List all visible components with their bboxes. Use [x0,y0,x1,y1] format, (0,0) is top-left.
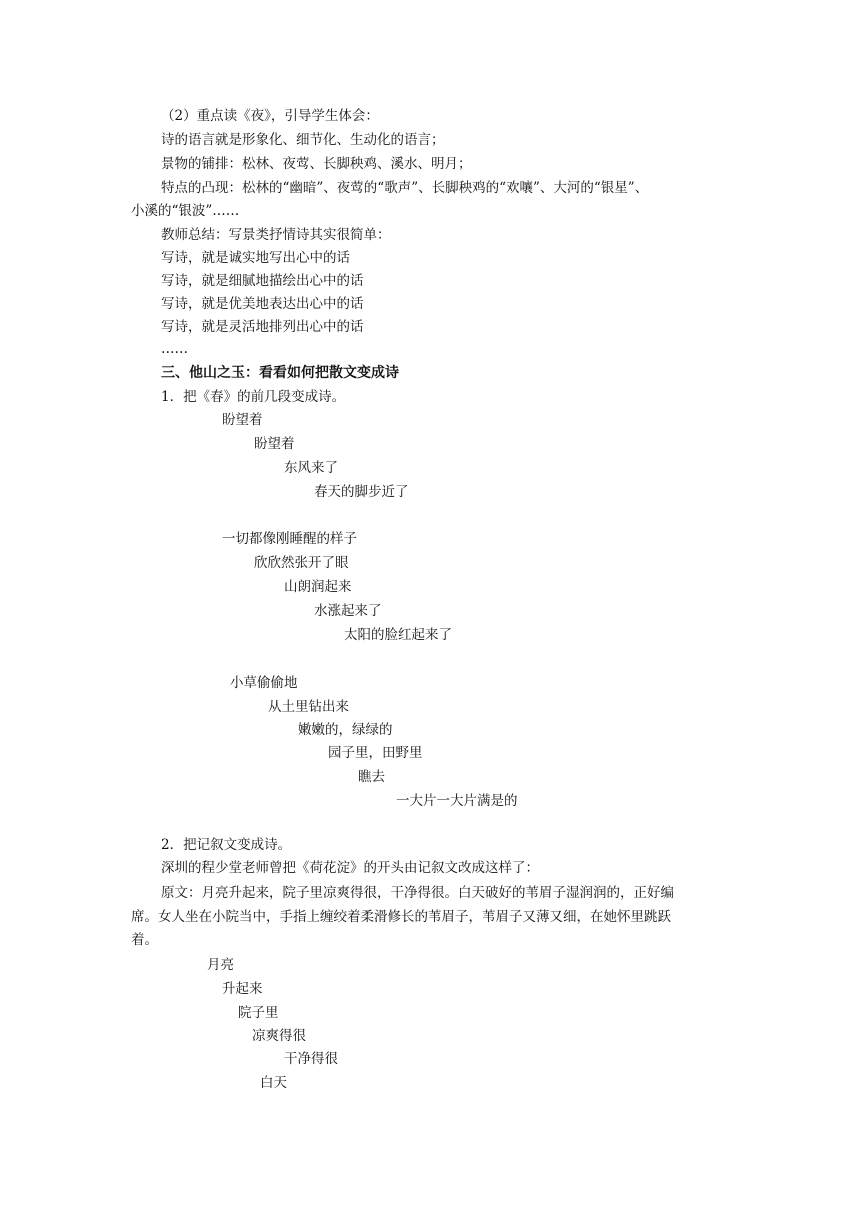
poem-line: 太阳的脸红起来了 [344,627,452,643]
teacher-summary: 教师总结：写景类抒情诗其实很简单： [161,227,391,243]
poem-line: 嫩嫩的，绿绿的 [298,722,393,738]
poem-line: 干净得很 [284,1051,338,1067]
poem-line: 园子里，田野里 [328,745,423,761]
poem-line: 院子里 [238,1005,279,1021]
summary-line: 写诗，就是优美地表达出心中的话 [161,296,364,312]
original-text: 原文：月亮升起来，院子里凉爽得很，干净得很。白天破好的苇眉子湿润润的，正好编 [161,885,674,901]
poem-line: 月亮 [207,957,234,973]
summary-line: 写诗，就是灵活地排列出心中的话 [161,319,364,335]
original-text: 着。 [131,932,158,948]
poem-line: 白天 [260,1075,287,1091]
item-heading: 2．把记叙文变成诗。 [161,837,292,853]
paragraph-line: 诗的语言就是形象化、细节化、生动化的语言； [161,132,445,148]
ellipsis: …… [161,341,188,357]
original-text: 席。女人坐在小院当中，手指上缠绞着柔滑修长的苇眉子，苇眉子又薄又细，在她怀里跳跃 [131,909,671,925]
poem-line: 从土里钻出来 [268,699,349,715]
section-title: 三、他山之玉：看看如何把散文变成诗 [161,365,399,381]
poem-line: 水涨起来了 [314,603,382,619]
paragraph-line: 小溪的“银波”…… [131,203,240,219]
section-heading: （2）重点读《夜》，引导学生体会： [161,108,379,124]
poem-line: 一切都像刚睡醒的样子 [222,531,357,547]
paragraph-line: 景物的铺排：松林、夜莺、长脚秧鸡、溪水、明月； [161,156,472,172]
poem-line: 春天的脚步近了 [314,484,409,500]
poem-line: 欣欣然张开了眼 [254,555,349,571]
paragraph-line: 特点的凸现：松林的“幽暗”、夜莺的“歌声”、长脚秧鸡的“欢嚷”、大河的“银星”、 [161,180,649,196]
item-heading: 1．把《春》的前几段变成诗。 [161,389,346,405]
poem-line: 一大片一大片满是的 [396,793,518,809]
poem-line: 凉爽得很 [252,1028,306,1044]
summary-line: 写诗，就是细腻地描绘出心中的话 [161,273,364,289]
summary-line: 写诗，就是诚实地写出心中的话 [161,250,350,266]
poem-line: 瞧去 [358,769,385,785]
poem-line: 盼望着 [222,412,263,428]
paragraph-line: 深圳的程少堂老师曾把《荷花淀》的开头由记叙文改成这样了： [161,860,539,876]
poem-line: 山朗润起来 [284,579,352,595]
poem-line: 东风来了 [284,460,338,476]
poem-line: 盼望着 [254,436,295,452]
poem-line: 小草偷偷地 [230,675,298,691]
poem-line: 升起来 [222,981,263,997]
